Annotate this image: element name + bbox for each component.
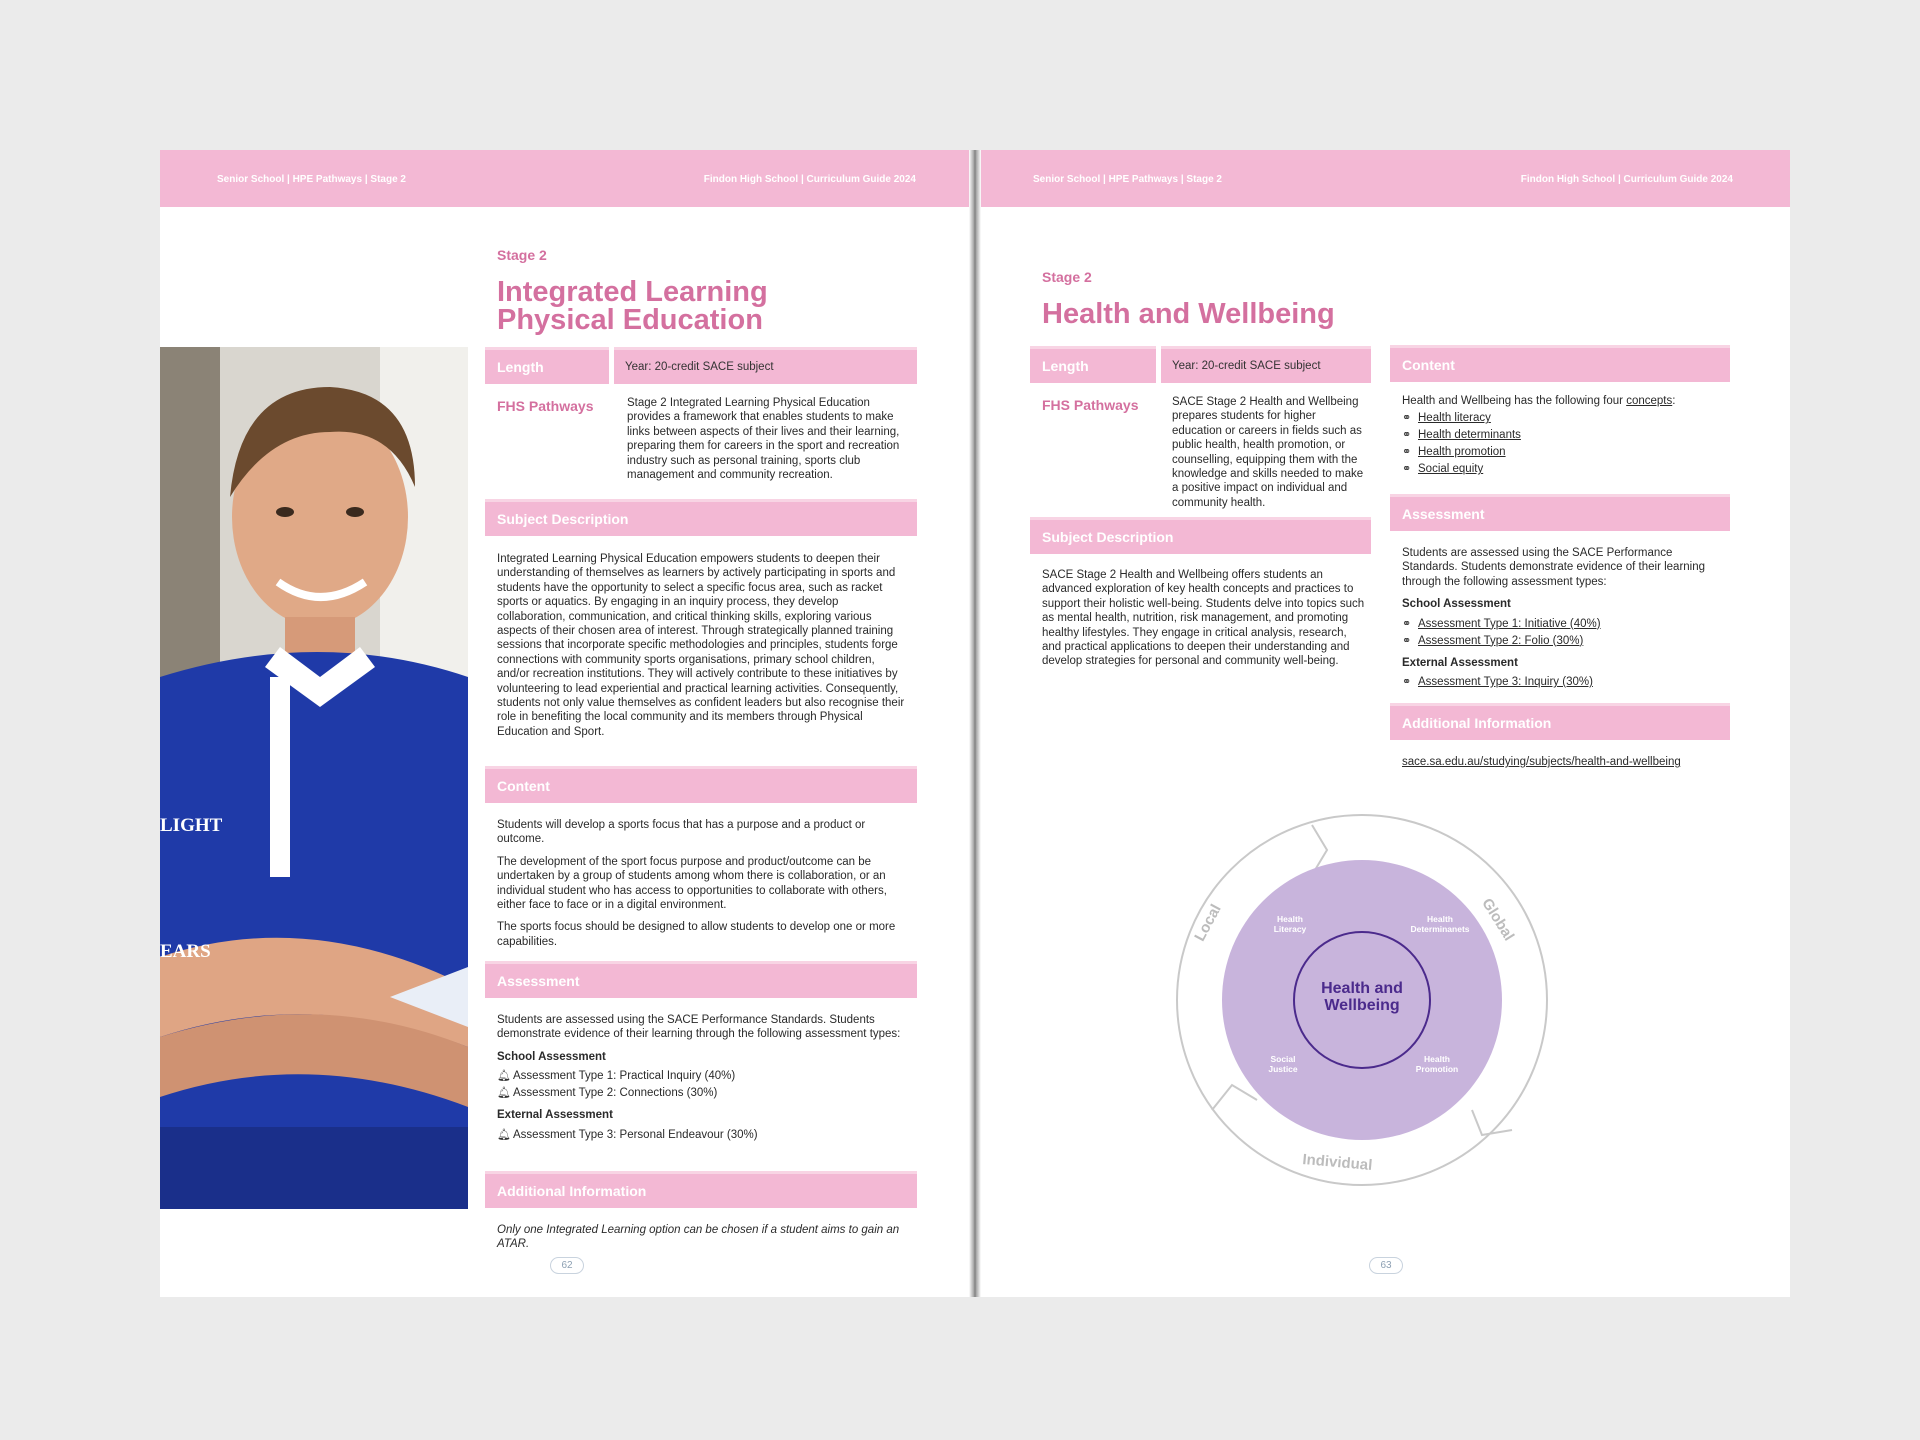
list-item: 🔔︎ Assessment Type 2: Connections (30%) bbox=[497, 1085, 909, 1102]
subject-description-band bbox=[485, 499, 917, 536]
page-header bbox=[977, 150, 1790, 207]
assessment-text: Students are assessed using the SACE Performance Standards. Students demonstrate evidence of their learning through the following assessment types: bbox=[1402, 547, 1706, 588]
pathways-label: FHS Pathways bbox=[1042, 397, 1139, 413]
header-breadcrumb: Senior School | HPE Pathways | Stage 2 bbox=[1033, 174, 1222, 185]
subject-description-band bbox=[1030, 517, 1371, 554]
bell-icon: 🔔︎ bbox=[497, 1087, 511, 1100]
content-paragraph-1: Students will develop a sports focus that has a purpose and a product or outcome. bbox=[497, 819, 866, 846]
external-assessment-heading: External Assessment bbox=[497, 1109, 613, 1122]
additional-information-text: Only one Integrated Learning option can be chosen if a student aims to gain an ATAR. bbox=[497, 1224, 900, 1251]
length-label: Length bbox=[497, 359, 544, 375]
list-item bbox=[1402, 461, 1722, 478]
assessment-type-2-link[interactable]: Assessment Type 2: Folio (30%) bbox=[1418, 634, 1584, 647]
health-determinants-link[interactable]: Health determinants bbox=[1418, 429, 1521, 442]
content-label: Content bbox=[1402, 357, 1455, 373]
external-assessment-heading: External Assessment bbox=[1402, 656, 1518, 669]
center-label-line-2: Wellbeing bbox=[1324, 997, 1400, 1014]
additional-information-label: Additional Information bbox=[1402, 715, 1552, 731]
assessment-label: Assessment bbox=[1402, 506, 1485, 522]
school-assessment-heading: School Assessment bbox=[1402, 598, 1511, 611]
title-line-2: Physical Education bbox=[497, 304, 763, 336]
assessment-section bbox=[497, 1013, 909, 1144]
ring-arrow-left bbox=[1212, 1085, 1257, 1110]
link-icon: ⚭ bbox=[1402, 412, 1412, 425]
book-gutter bbox=[969, 150, 981, 1297]
shirt-lettering-top: LIGHT bbox=[160, 815, 223, 836]
length-value: Year: 20-credit SACE subject bbox=[625, 361, 774, 373]
assessment-section bbox=[1402, 546, 1722, 691]
ring-label-individual: Individual bbox=[1301, 1150, 1374, 1175]
content-paragraph-2: The development of the sport focus purpose and product/outcome can be undertaken by a group of students among whom there is collaboration, or an individual student who has access to opportunities to collaborate with others, either face to face or in a digital environment. bbox=[497, 855, 887, 912]
quadrant-health-determinants-2: Determinanets bbox=[1410, 924, 1470, 934]
length-band bbox=[485, 347, 609, 384]
page-number: 62 bbox=[550, 1257, 584, 1274]
student-photo-illustration bbox=[160, 347, 468, 1209]
page-number: 63 bbox=[1369, 1257, 1403, 1274]
subject-description-label: Subject Description bbox=[1042, 529, 1174, 545]
quadrant-health-literacy-1: Health bbox=[1277, 914, 1303, 924]
length-label: Length bbox=[1042, 358, 1089, 374]
list-item bbox=[1402, 427, 1722, 444]
pathways-label: FHS Pathways bbox=[497, 398, 594, 414]
pathways-text: Stage 2 Integrated Learning Physical Education provides a framework that enables students to make links between aspects of their lives and their learning, preparing them for careers in the sport and recreation industry such as personal training, sports club management and community recreation. bbox=[627, 397, 900, 482]
header-breadcrumb: Senior School | HPE Pathways | Stage 2 bbox=[217, 174, 406, 185]
assessment-label: Assessment bbox=[497, 973, 580, 989]
content-text bbox=[497, 818, 909, 957]
stage-label: Stage 2 bbox=[1042, 269, 1092, 285]
list-item bbox=[1402, 633, 1722, 650]
header-guide-title: Findon High School | Curriculum Guide 2024 bbox=[703, 174, 916, 185]
health-promotion-link[interactable]: Health promotion bbox=[1418, 446, 1506, 459]
content-intro: Health and Wellbeing has the following four concepts: bbox=[1402, 395, 1676, 407]
quadrant-health-determinants-1: Health bbox=[1427, 914, 1453, 924]
quadrant-social-justice-1: Social bbox=[1270, 1054, 1296, 1064]
bell-icon: 🔔︎ bbox=[497, 1128, 511, 1141]
list-item bbox=[1402, 410, 1722, 427]
sace-subject-link[interactable]: sace.sa.edu.au/studying/subjects/health-and-wellbeing bbox=[1402, 756, 1681, 768]
student-photo bbox=[160, 347, 468, 1209]
page-title: Health and Wellbeing bbox=[1042, 298, 1335, 330]
additional-information-band bbox=[485, 1171, 917, 1208]
ring-label-local: Local bbox=[1191, 901, 1225, 945]
subject-description-text: SACE Stage 2 Health and Wellbeing offers students an advanced exploration of key health concepts and practices to support their holistic well-being. Students delve into topics such as mental health, nutrition, risk management, and promoting healthy lifestyles. They engage in critical analysis, research, and practical applications to deepen their understanding and develop strategies for personal and community well-being. bbox=[1042, 569, 1365, 668]
link-icon: ⚭ bbox=[1402, 446, 1412, 459]
additional-information-label: Additional Information bbox=[497, 1183, 647, 1199]
content-section bbox=[1402, 394, 1722, 478]
content-paragraph-3: The sports focus should be designed to allow students to develop one or more capabilities. bbox=[497, 921, 896, 948]
link-icon: ⚭ bbox=[1402, 429, 1412, 442]
link-icon: ⚭ bbox=[1402, 463, 1412, 476]
length-value-band bbox=[614, 347, 917, 384]
assessment-text: Students are assessed using the SACE Performance Standards. Students demonstrate evidence of their learning through the following assessment types: bbox=[497, 1014, 901, 1041]
title-line-1: Integrated Learning bbox=[497, 276, 768, 308]
quadrant-health-literacy-2: Literacy bbox=[1273, 924, 1307, 934]
link-icon: ⚭ bbox=[1402, 634, 1412, 647]
concepts-link[interactable]: concepts bbox=[1626, 395, 1673, 407]
subject-description-text: Integrated Learning Physical Education empowers students to deepen their understanding of themselves as learners by actively participating in sports and students have the opportunity to select a specific focus area, such as racket sports or aquatics. By engaging in an inquiry process, they develop collaboration, communication, and critical thinking skills, exploring various aspects of their chosen area of interest. Through strategically planned training sessions that incorporate specific methodologies and principles, students forge connections with community sports organisations, primary school children, and/or recreation institutions. They will actively contribute to these initiatives by volunteering to lead experiential and practical learning activities. Consequently, students not only value themselves as confident leaders but also recognise their role in benefiting the local community and its members through Physical Education and Sport. bbox=[497, 553, 905, 738]
assessment-type-1-link[interactable]: Assessment Type 1: Initiative (40%) bbox=[1418, 617, 1601, 630]
document-spread bbox=[160, 150, 1790, 1297]
assessment-type-3-link[interactable]: Assessment Type 3: Inquiry (30%) bbox=[1418, 676, 1593, 689]
link-icon: ⚭ bbox=[1402, 676, 1412, 689]
shirt-lettering-bottom: EARS bbox=[160, 941, 211, 962]
quadrant-health-promotion-1: Health bbox=[1424, 1054, 1450, 1064]
stage-label: Stage 2 bbox=[497, 247, 547, 263]
content-band bbox=[485, 766, 917, 803]
link-icon: ⚭ bbox=[1402, 617, 1412, 630]
header-guide-title: Findon High School | Curriculum Guide 2024 bbox=[1520, 174, 1733, 185]
subject-description-label: Subject Description bbox=[497, 511, 629, 527]
page-header bbox=[160, 150, 973, 207]
content-label: Content bbox=[497, 778, 550, 794]
health-wellbeing-diagram bbox=[1172, 810, 1552, 1190]
content-band bbox=[1390, 345, 1730, 382]
pathways-text: SACE Stage 2 Health and Wellbeing prepares students for higher education or careers in fields such as public health, health promotion, or counselling, equipping them with the knowledge and skills needed to make a positive impact on individual and community health. bbox=[1172, 396, 1364, 509]
bell-icon: 🔔︎ bbox=[497, 1070, 511, 1083]
additional-information-band bbox=[1390, 703, 1730, 740]
center-label-line-1: Health and bbox=[1321, 980, 1403, 997]
health-literacy-link[interactable]: Health literacy bbox=[1418, 412, 1491, 425]
list-item bbox=[1402, 616, 1722, 633]
list-item bbox=[1402, 444, 1722, 461]
length-value-band bbox=[1161, 346, 1371, 383]
ring-label-global: Global bbox=[1478, 895, 1518, 944]
quadrant-social-justice-2: Justice bbox=[1268, 1064, 1298, 1074]
assessment-band bbox=[1390, 494, 1730, 531]
quadrant-health-promotion-2: Promotion bbox=[1415, 1064, 1459, 1074]
school-assessment-heading: School Assessment bbox=[497, 1050, 606, 1063]
social-equity-link[interactable]: Social equity bbox=[1418, 463, 1484, 476]
list-item bbox=[1402, 674, 1722, 691]
page-62 bbox=[160, 150, 973, 1297]
page-63 bbox=[977, 150, 1790, 1297]
length-value: Year: 20-credit SACE subject bbox=[1172, 360, 1321, 372]
page-title bbox=[497, 278, 768, 334]
list-item: 🔔︎ Assessment Type 1: Practical Inquiry (40%) bbox=[497, 1068, 909, 1085]
assessment-band bbox=[485, 961, 917, 998]
list-item: 🔔︎ Assessment Type 3: Personal Endeavour (30%) bbox=[497, 1127, 909, 1144]
length-band bbox=[1030, 346, 1156, 383]
